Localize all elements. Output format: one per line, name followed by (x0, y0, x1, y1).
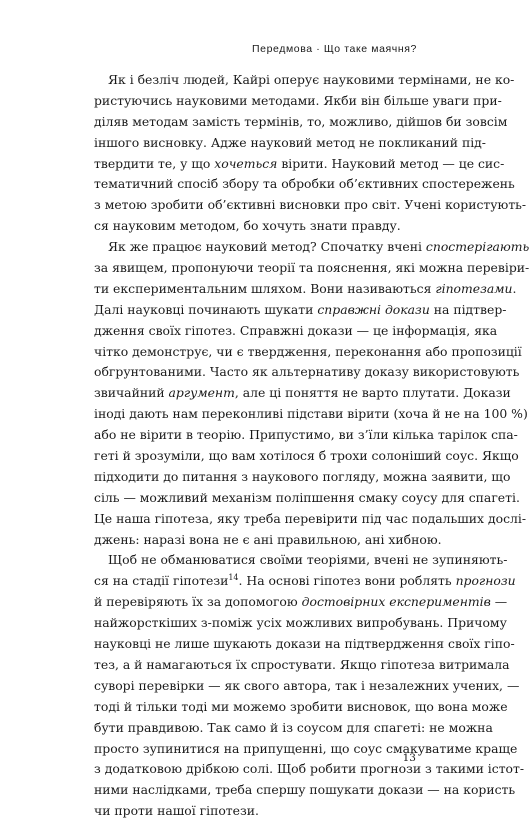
text-line (94, 697, 508, 718)
text-segment: іншого висновку. Адже науковий метод не покликаний під- (94, 134, 486, 150)
text-line (94, 613, 507, 634)
text-segment: найжорсткіших з-поміж усіх можливих випробувань. Причому (94, 615, 507, 631)
text-segment: прогнози (455, 573, 516, 589)
text-line (94, 112, 508, 133)
text-segment: геті й зрозуміли, що вам хотілося б трохи солоніший соус. Якщо (94, 448, 519, 464)
text-line (94, 342, 522, 363)
text-segment: або не вірити в теорію. Припустимо, ви з’їли кілька тарілок спа- (94, 427, 518, 443)
text-line (94, 509, 527, 530)
text-segment: аргумент (168, 385, 235, 401)
text-segment: з метою зробити об’єктивні висновки про світ. Учені користують- (94, 197, 527, 213)
text-line (94, 216, 418, 237)
text-segment: , але ці поняття не варто плутати. Докази (234, 385, 511, 401)
text-segment: джень: наразі вона не є ані правильною, ані хибною. (94, 531, 442, 547)
text-line (94, 195, 527, 216)
text-line (94, 425, 518, 446)
text-segment: хочеться (214, 155, 278, 171)
text-line (94, 174, 515, 195)
text-segment: твердити те, у що (94, 155, 215, 171)
text-line (94, 571, 516, 592)
text-line (94, 70, 515, 91)
body-text (94, 70, 529, 822)
text-line (94, 446, 519, 467)
text-segment: діляв методам замість термінів, то, можливо, дійшов би зовсім (94, 113, 508, 129)
text-segment: вірити. Науковий метод — це сис- (277, 155, 505, 171)
text-line (94, 759, 525, 780)
text-line (94, 530, 442, 551)
text-line (94, 404, 528, 425)
text-segment: іноді дають нам переконливі підстави вірити (хоча й не на 100 %) (94, 406, 528, 422)
text-line (94, 467, 511, 488)
text-line (94, 383, 511, 404)
text-segment: . На основі гіпотез вони роблять (238, 573, 456, 589)
text-line (94, 91, 502, 112)
text-segment: обгрунтованими. Часто як альтернативу доказу використовують (94, 364, 520, 380)
text-line (94, 655, 510, 676)
page-number: 13 (402, 752, 416, 764)
text-line (94, 237, 529, 258)
text-segment: сіль — можливий механізм поліпшення смаку соусу для спагеті. (94, 489, 520, 505)
text-line (94, 133, 486, 154)
text-segment: дження своїх гіпотез. Справжні докази — це інформація, яка (94, 322, 498, 338)
text-segment: Це наша гіпотеза, яку треба перевірити під час подальших дослі- (94, 510, 527, 526)
text-segment: тематичний спосіб збору та обробки об’єктивних спостережень (94, 176, 515, 192)
text-segment: тоді й тільки тоді ми можемо зробити висновок, що вона може (94, 698, 508, 714)
text-segment: звичайний (94, 385, 169, 401)
text-segment: просто зупинитися на припущенні, що соус смакуватиме краще (94, 740, 518, 756)
text-line (94, 300, 507, 321)
text-line (94, 780, 516, 801)
text-line (94, 634, 515, 655)
text-segment: підходити до питання з наукового погляду, можна заявити, що (94, 468, 511, 484)
text-segment: чи проти нашої гіпотези. (94, 803, 259, 819)
text-segment: чітко демонструє, чи є твердження, переконання або пропозиції (94, 343, 522, 359)
text-line (94, 488, 520, 509)
text-line (94, 362, 520, 383)
text-segment: достовірних експериментів (301, 594, 491, 610)
text-segment: 14 (228, 573, 239, 583)
text-segment: — (490, 594, 508, 610)
text-segment: . (512, 280, 517, 296)
text-segment: ти експериментальним шляхом. Вони називаються (94, 280, 436, 296)
text-line (94, 321, 498, 342)
text-segment: спостерігають (425, 239, 529, 255)
text-segment: Далі науковці починають шукати (94, 301, 318, 317)
text-segment: ристуючись науковими методами. Якби він більше уваги при- (94, 92, 502, 108)
text-segment: на підтвер- (429, 301, 507, 317)
text-segment: гіпотезами (435, 280, 513, 296)
text-segment: суворі перевірки — як свого автора, так і незалежних учених, — (94, 677, 520, 693)
text-segment: ся на стадії гіпотези (94, 573, 229, 589)
text-segment: за явищем, пропонуючи теорії та пояснення, які можна перевіри- (94, 260, 529, 276)
text-line (94, 154, 505, 175)
text-line (94, 739, 518, 760)
text-segment: тез, а й намагаються їх спростувати. Якщо гіпотеза витримала (94, 656, 510, 672)
text-segment: Щоб не обманюватися своїми теоріями, вчені не зупиняють- (108, 552, 508, 568)
text-segment: справжні докази (317, 301, 430, 317)
text-segment: бути правдивою. Так само й із соусом для спагеті: не можна (94, 719, 493, 735)
text-line (94, 258, 529, 279)
text-line (94, 676, 520, 697)
text-line (94, 718, 493, 739)
text-segment: ся науковим методом, бо хочуть знати правду. (94, 218, 401, 234)
text-segment: й перевіряють їх за допомогою (94, 594, 302, 610)
text-segment: ними наслідками, треба спершу пошукати докази — на користь (94, 782, 516, 798)
text-segment: Як і безліч людей, Кайрі оперує науковими термінами, не ко- (108, 72, 515, 87)
text-segment: з додатковою дрібкою солі. Щоб робити прогнози з такими істот- (94, 761, 525, 777)
text-line (94, 592, 508, 613)
text-segment: Як же працює науковий метод? Спочатку вчені (108, 239, 426, 255)
text-segment: науковці не лише шукають докази на підтвердження своїх гіпо- (94, 636, 515, 652)
text-line (94, 279, 517, 300)
text-line (94, 801, 418, 822)
running-header: Передмова · Що таке маячня? (252, 43, 417, 55)
text-line (94, 550, 508, 571)
